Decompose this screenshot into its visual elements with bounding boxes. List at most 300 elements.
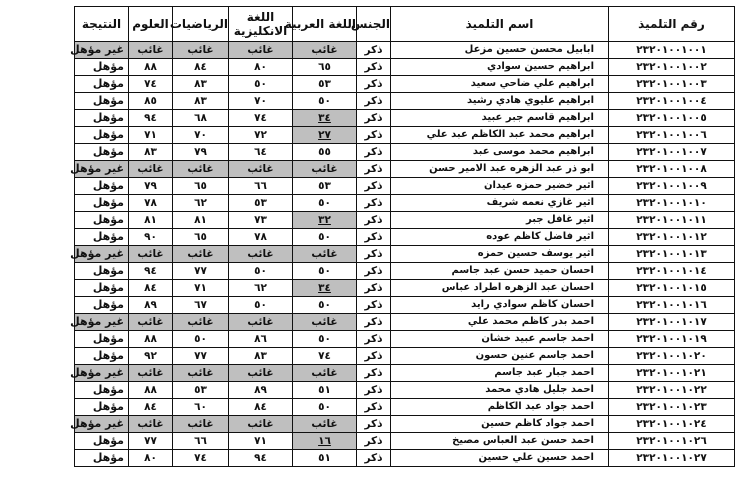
header-result: النتيجة — [75, 7, 129, 42]
cell-arabic-text: ٥٣ — [318, 78, 331, 90]
cell-science-text: ٨٣ — [144, 146, 157, 158]
table-row — [75, 382, 735, 399]
cell-student-name — [391, 76, 609, 93]
cell-arabic — [293, 280, 357, 297]
cell-science-text: ٨٨ — [144, 333, 157, 345]
cell-science — [129, 382, 173, 399]
table-row — [75, 195, 735, 212]
cell-science-text: غائب — [137, 316, 164, 328]
cell-arabic — [293, 110, 357, 127]
cell-student-name — [391, 161, 609, 178]
cell-result — [70, 161, 129, 178]
cell-result-text: مؤهل — [92, 298, 124, 311]
cell-science — [129, 348, 173, 365]
cell-english — [229, 127, 293, 144]
cell-result — [75, 331, 129, 348]
cell-science — [129, 399, 173, 416]
cell-student-id-text: ٢٣٢٠١٠٠١٠١٠ — [636, 197, 707, 209]
cell-arabic — [293, 144, 357, 161]
cell-math — [173, 212, 229, 229]
cell-student-id-text: ٢٣٢٠١٠٠١٠١٧ — [636, 316, 707, 328]
cell-gender-text: ذكر — [364, 282, 383, 294]
cell-science — [129, 297, 173, 314]
table-body — [70, 42, 735, 467]
cell-student-name — [391, 365, 609, 382]
cell-arabic-text: ٥٣ — [318, 180, 331, 192]
cell-arabic-text: ٦٥ — [318, 61, 331, 73]
cell-english — [229, 195, 293, 212]
cell-student-name-text: احمد جاسم عنين حسون — [475, 350, 594, 361]
cell-student-id — [609, 229, 735, 246]
cell-student-id-text: ٢٣٢٠١٠٠١٠١١ — [636, 214, 707, 226]
cell-science — [129, 433, 173, 450]
cell-student-id — [609, 127, 735, 144]
cell-student-name — [391, 246, 609, 263]
cell-english-text: ٨٣ — [254, 350, 267, 362]
cell-result — [75, 144, 129, 161]
cell-student-name-text: احسان عبد الزهره اطراد عباس — [441, 282, 594, 293]
cell-result-text: مؤهل — [92, 94, 124, 107]
cell-student-id-text: ٢٣٢٠١٠٠١٠٠٨ — [636, 163, 707, 175]
cell-math-text: ٨٣ — [194, 95, 207, 107]
cell-result — [75, 127, 129, 144]
cell-math — [173, 433, 229, 450]
cell-arabic — [293, 178, 357, 195]
cell-student-name — [391, 212, 609, 229]
cell-student-id-text: ٢٣٢٠١٠٠١٠٢٦ — [636, 435, 707, 447]
cell-arabic-text: غائب — [311, 418, 338, 430]
cell-science-text: ٨٨ — [144, 61, 157, 73]
cell-student-id — [609, 246, 735, 263]
cell-result — [70, 246, 129, 263]
cell-student-name-text: احمد جاسم عبيد خشان — [481, 333, 594, 344]
cell-gender — [357, 331, 391, 348]
cell-english — [229, 399, 293, 416]
cell-result — [75, 76, 129, 93]
cell-science-text: ٨٥ — [144, 95, 157, 107]
cell-student-name — [391, 178, 609, 195]
cell-student-name-text: احمد جليل هادي محمد — [485, 384, 594, 395]
cell-arabic — [293, 93, 357, 110]
table-row — [75, 280, 735, 297]
table-row — [75, 314, 735, 331]
cell-science — [129, 280, 173, 297]
cell-student-name — [391, 263, 609, 280]
cell-gender-text: ذكر — [364, 163, 383, 175]
cell-english — [229, 212, 293, 229]
cell-student-id — [609, 348, 735, 365]
cell-math — [173, 314, 229, 331]
cell-english-text: غائب — [247, 316, 274, 328]
cell-science-text: ٨١ — [144, 214, 157, 226]
cell-student-id-text: ٢٣٢٠١٠٠١٠٠٦ — [636, 129, 707, 141]
cell-science-text: ٩٤ — [144, 265, 157, 277]
cell-math-text: غائب — [187, 44, 214, 56]
cell-math — [173, 450, 229, 467]
cell-student-id — [609, 195, 735, 212]
cell-math-text: ٥٠ — [194, 333, 207, 345]
cell-math — [173, 144, 229, 161]
cell-gender-text: ذكر — [364, 231, 383, 243]
cell-arabic-text: ٥٠ — [318, 231, 331, 243]
cell-science — [129, 178, 173, 195]
cell-student-name-text: ابراهيم محمد موسى عبد — [472, 146, 594, 157]
cell-student-id — [609, 161, 735, 178]
cell-arabic-text: ٥١ — [318, 384, 331, 396]
cell-arabic — [293, 365, 357, 382]
cell-result-text: مؤهل — [92, 213, 124, 226]
cell-gender-text: ذكر — [364, 197, 383, 209]
cell-science-text: ٧٩ — [144, 180, 157, 192]
cell-student-name-text: احمد جبار عبد جاسم — [494, 367, 594, 378]
cell-english-text: ٨٠ — [254, 61, 267, 73]
cell-gender-text: ذكر — [364, 78, 383, 90]
cell-english-text: ٨٤ — [254, 401, 267, 413]
cell-student-id — [609, 212, 735, 229]
cell-english — [229, 348, 293, 365]
cell-result-text: مؤهل — [92, 400, 124, 413]
cell-science-text: ٩٢ — [144, 350, 157, 362]
cell-student-name — [391, 331, 609, 348]
cell-student-name — [391, 110, 609, 127]
header-english: اللغة الانكليزية — [229, 7, 293, 42]
cell-student-id-text: ٢٣٢٠١٠٠١٠٢١ — [636, 367, 707, 379]
cell-result-text: مؤهل — [92, 111, 124, 124]
cell-math — [173, 297, 229, 314]
cell-student-id — [609, 263, 735, 280]
cell-arabic — [293, 382, 357, 399]
cell-student-id — [609, 42, 735, 59]
cell-gender — [357, 161, 391, 178]
cell-science-text: ٧٧ — [144, 435, 157, 447]
cell-result — [75, 229, 129, 246]
cell-math — [173, 399, 229, 416]
cell-gender — [357, 280, 391, 297]
cell-arabic-text: ٥١ — [318, 452, 331, 464]
table-row — [75, 127, 735, 144]
cell-gender-text: ذكر — [364, 214, 383, 226]
cell-arabic — [293, 246, 357, 263]
cell-student-name-text: اثير غافل جبر — [525, 214, 594, 225]
cell-math-text: ٦٢ — [194, 197, 207, 209]
cell-student-name — [391, 144, 609, 161]
cell-result-text: مؤهل — [92, 145, 124, 158]
cell-student-id — [609, 399, 735, 416]
cell-english — [229, 178, 293, 195]
cell-student-id — [609, 93, 735, 110]
cell-math — [173, 263, 229, 280]
cell-arabic — [293, 399, 357, 416]
cell-math-text: ٨١ — [194, 214, 207, 226]
cell-result-text: مؤهل — [92, 434, 124, 447]
cell-science-text: غائب — [137, 44, 164, 56]
cell-gender-text: ذكر — [364, 418, 383, 430]
cell-student-id — [609, 297, 735, 314]
cell-student-id-text: ٢٣٢٠١٠٠١٠١٩ — [636, 333, 707, 345]
cell-arabic — [293, 127, 357, 144]
cell-english-text: ٧٤ — [254, 112, 267, 124]
cell-english-text: ٨٦ — [254, 333, 267, 345]
cell-student-name-text: ابراهيم عليوي هادي رشيد — [467, 95, 594, 106]
cell-student-name-text: اثير يوسف حسين حمزه — [477, 248, 594, 259]
cell-math — [173, 280, 229, 297]
cell-gender-text: ذكر — [364, 367, 383, 379]
cell-gender-text: ذكر — [364, 401, 383, 413]
cell-arabic — [293, 331, 357, 348]
table-row — [75, 416, 735, 433]
cell-arabic-text: غائب — [311, 367, 338, 379]
table-row — [75, 433, 735, 450]
cell-student-id — [609, 144, 735, 161]
cell-student-id-text: ٢٣٢٠١٠٠١٠٠٩ — [636, 180, 707, 192]
cell-english — [229, 76, 293, 93]
table-row — [75, 229, 735, 246]
cell-english-text: غائب — [247, 44, 274, 56]
cell-english — [229, 297, 293, 314]
cell-science-text: ٧١ — [144, 129, 157, 141]
cell-science — [129, 59, 173, 76]
cell-gender-text: ذكر — [364, 44, 383, 56]
cell-arabic-text: غائب — [311, 44, 338, 56]
cell-student-id-text: ٢٣٢٠١٠٠١٠١٢ — [636, 231, 707, 243]
cell-math-text: ٧٤ — [194, 452, 207, 464]
cell-arabic-text: ٣٤ — [318, 112, 331, 124]
cell-student-id-text: ٢٣٢٠١٠٠١٠٠٢ — [636, 61, 707, 73]
cell-english — [229, 263, 293, 280]
cell-student-name — [391, 93, 609, 110]
cell-student-id — [609, 450, 735, 467]
cell-gender — [357, 229, 391, 246]
cell-gender — [357, 246, 391, 263]
cell-gender — [357, 314, 391, 331]
cell-result — [75, 178, 129, 195]
cell-student-name-text: اثير غازي نعمه شريف — [486, 197, 594, 208]
cell-student-name — [391, 59, 609, 76]
cell-gender — [357, 433, 391, 450]
cell-gender — [357, 110, 391, 127]
cell-gender — [357, 450, 391, 467]
cell-result — [75, 297, 129, 314]
cell-science — [129, 450, 173, 467]
cell-science — [129, 93, 173, 110]
cell-gender-text: ذكر — [364, 452, 383, 464]
cell-science-text: ٩٠ — [144, 231, 157, 243]
cell-science-text: ٩٤ — [144, 112, 157, 124]
header-math: الرياضيات — [173, 7, 229, 42]
cell-arabic — [293, 212, 357, 229]
cell-student-id — [609, 433, 735, 450]
cell-result — [75, 280, 129, 297]
header-science: العلوم — [129, 7, 173, 42]
cell-math-text: ٦٨ — [194, 112, 207, 124]
cell-student-name-text: احسان حميد حسن عبد جاسم — [451, 265, 594, 276]
table-row — [75, 93, 735, 110]
cell-science — [129, 416, 173, 433]
cell-math — [173, 382, 229, 399]
table-row — [75, 246, 735, 263]
cell-result-text: غير مؤهل — [70, 43, 124, 56]
header-student-name: اسم التلميذ — [391, 7, 609, 42]
table-row — [75, 399, 735, 416]
cell-math-text: ٨٤ — [194, 61, 207, 73]
cell-science — [129, 212, 173, 229]
cell-english-text: ٧٢ — [254, 129, 267, 141]
cell-result-text: غير مؤهل — [70, 247, 124, 260]
cell-gender-text: ذكر — [364, 248, 383, 260]
cell-result-text: مؤهل — [92, 264, 124, 277]
cell-result — [75, 263, 129, 280]
cell-arabic-text: غائب — [311, 163, 338, 175]
cell-gender — [357, 263, 391, 280]
cell-math — [173, 178, 229, 195]
cell-science — [129, 314, 173, 331]
cell-science-text: ٨٩ — [144, 299, 157, 311]
cell-gender-text: ذكر — [364, 333, 383, 345]
cell-math-text: ٧١ — [194, 282, 207, 294]
cell-student-name — [391, 433, 609, 450]
cell-science-text: غائب — [137, 367, 164, 379]
cell-english-text: غائب — [247, 163, 274, 175]
cell-student-name-text: احمد حسن عبد العباس مصيخ — [452, 435, 594, 446]
cell-gender — [357, 76, 391, 93]
cell-math-text: ٧٩ — [194, 146, 207, 158]
cell-science — [129, 127, 173, 144]
cell-english-text: ٥٣ — [254, 197, 267, 209]
cell-student-name — [391, 127, 609, 144]
table-row — [75, 348, 735, 365]
cell-arabic — [293, 42, 357, 59]
cell-student-id-text: ٢٣٢٠١٠٠١٠٢٣ — [636, 401, 707, 413]
cell-science-text: ٧٤ — [144, 78, 157, 90]
cell-arabic-text: ٥٥ — [318, 146, 331, 158]
cell-gender-text: ذكر — [364, 61, 383, 73]
cell-english — [229, 314, 293, 331]
table-row — [75, 331, 735, 348]
cell-english-text: ٩٤ — [254, 452, 267, 464]
cell-math-text: غائب — [187, 418, 214, 430]
cell-student-name-text: احمد جواد كاظم حسين — [481, 418, 594, 429]
cell-english — [229, 110, 293, 127]
cell-science — [129, 42, 173, 59]
cell-math-text: غائب — [187, 316, 214, 328]
cell-result-text: مؤهل — [92, 451, 124, 464]
cell-arabic — [293, 59, 357, 76]
cell-science — [129, 144, 173, 161]
cell-student-id-text: ٢٣٢٠١٠٠١٠١٤ — [636, 265, 707, 277]
cell-student-name — [391, 280, 609, 297]
cell-result — [75, 212, 129, 229]
cell-math — [173, 161, 229, 178]
cell-english — [229, 42, 293, 59]
cell-arabic-text: غائب — [311, 316, 338, 328]
cell-student-name-text: احمد بدر كاظم محمد علي — [467, 316, 594, 327]
cell-english-text: ٧١ — [254, 435, 267, 447]
cell-student-id-text: ٢٣٢٠١٠٠١٠١٣ — [636, 248, 707, 260]
cell-student-id-text: ٢٣٢٠١٠٠١٠٢٠ — [636, 350, 707, 362]
cell-math-text: ٨٣ — [194, 78, 207, 90]
table-row — [75, 297, 735, 314]
header-gender: الجنس — [357, 7, 391, 42]
cell-english — [229, 433, 293, 450]
cell-result-text: مؤهل — [92, 60, 124, 73]
cell-result — [70, 314, 129, 331]
cell-result — [75, 399, 129, 416]
cell-english-text: ٥٠ — [254, 299, 267, 311]
cell-math-text: ٦٥ — [194, 180, 207, 192]
cell-math-text: ٧٠ — [194, 129, 207, 141]
table-row — [75, 263, 735, 280]
cell-student-id — [609, 331, 735, 348]
cell-student-id-text: ٢٣٢٠١٠٠١٠٢٤ — [636, 418, 707, 430]
cell-student-name-text: ابراهيم علي ضاحي سعيد — [470, 78, 594, 89]
cell-student-id — [609, 382, 735, 399]
cell-student-id-text: ٢٣٢٠١٠٠١٠٢٧ — [636, 452, 707, 464]
cell-science — [129, 263, 173, 280]
cell-gender-text: ذكر — [364, 350, 383, 362]
cell-result-text: مؤهل — [92, 128, 124, 141]
cell-english — [229, 280, 293, 297]
cell-gender — [357, 297, 391, 314]
cell-gender-text: ذكر — [364, 112, 383, 124]
cell-student-name — [391, 229, 609, 246]
cell-student-name — [391, 42, 609, 59]
cell-english-text: ٦٢ — [254, 282, 267, 294]
cell-math-text: غائب — [187, 163, 214, 175]
cell-english — [229, 450, 293, 467]
cell-arabic — [293, 433, 357, 450]
cell-arabic-text: ٥٠ — [318, 265, 331, 277]
cell-student-name-text: ابراهيم حسين سوادي — [487, 61, 594, 72]
cell-math — [173, 93, 229, 110]
cell-science-text: غائب — [137, 248, 164, 260]
cell-arabic-text: غائب — [311, 248, 338, 260]
cell-math — [173, 59, 229, 76]
results-table — [70, 6, 735, 467]
cell-gender-text: ذكر — [364, 180, 383, 192]
cell-gender — [357, 399, 391, 416]
cell-student-id — [609, 110, 735, 127]
cell-math — [173, 348, 229, 365]
cell-student-name-text: احسان كاظم سوادي رايد — [471, 299, 594, 310]
cell-english — [229, 229, 293, 246]
cell-result — [75, 450, 129, 467]
cell-math-text: ٦٧ — [194, 299, 207, 311]
cell-result-text: مؤهل — [92, 349, 124, 362]
cell-arabic-text: ٣٢ — [318, 214, 331, 226]
cell-math — [173, 246, 229, 263]
cell-student-name — [391, 382, 609, 399]
cell-english — [229, 365, 293, 382]
cell-student-name-text: ابو ذر عبد الزهره عبد الامير حسن — [429, 163, 594, 174]
cell-student-name-text: ابراهيم محمد عبد الكاظم عبد علي — [426, 129, 594, 140]
cell-english — [229, 93, 293, 110]
table-row — [75, 365, 735, 382]
cell-student-name — [391, 399, 609, 416]
header-row — [75, 7, 735, 42]
cell-student-id-text: ٢٣٢٠١٠٠١٠١٦ — [636, 299, 707, 311]
cell-gender — [357, 93, 391, 110]
cell-science — [129, 365, 173, 382]
table-row — [75, 144, 735, 161]
cell-english-text: غائب — [247, 418, 274, 430]
cell-gender-text: ذكر — [364, 384, 383, 396]
cell-gender-text: ذكر — [364, 95, 383, 107]
cell-english — [229, 246, 293, 263]
cell-arabic — [293, 297, 357, 314]
cell-math-text: ٦٦ — [194, 435, 207, 447]
cell-arabic-text: ٥٠ — [318, 401, 331, 413]
cell-gender — [357, 348, 391, 365]
